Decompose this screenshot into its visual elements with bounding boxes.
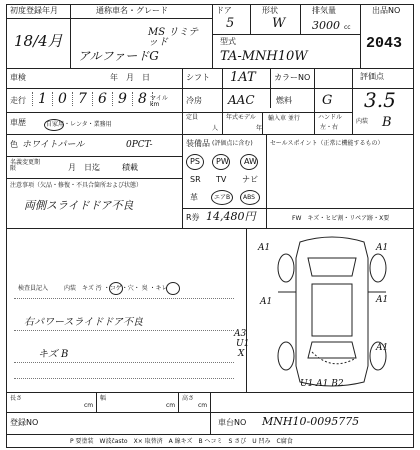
sales-label: セールスポイント（正常に機能するもの） <box>270 140 384 147</box>
type-value: TA-MNH10W <box>220 49 308 64</box>
loading-label: 積載 <box>122 163 138 172</box>
equipment-sub: (評価点に含む) <box>212 140 253 147</box>
checklist-odor-circle <box>166 282 180 295</box>
doors-value: 5 <box>226 16 235 31</box>
import-label: 輸入車 並行 <box>268 115 300 122</box>
notes-title: 注意事項（欠品・修復・不具合箇所および状態） <box>10 182 143 189</box>
ac-value: AAC <box>228 93 255 107</box>
shape-label: 形状 <box>262 6 278 15</box>
mark-front-left: A1 <box>258 243 271 253</box>
lot-number: 2043 <box>366 35 403 52</box>
footer-legend: P 要塗装 W波často X× 取替済 A 線キズ B ヘコミ S さび U 凹み C腐食 <box>70 438 293 445</box>
equip-aw-circle <box>240 154 258 170</box>
interior-value: B <box>382 115 392 130</box>
height-label: 高さ <box>182 395 195 402</box>
handle-label: ハンドル <box>318 114 343 121</box>
inspector-label: 検査員記入 <box>18 285 49 292</box>
history-private-circle <box>44 119 64 131</box>
capacity-unit: 人 <box>212 125 219 132</box>
equip-pw-circle <box>212 154 230 170</box>
width-label: 幅 <box>100 395 107 402</box>
color-value: ホワイトパール <box>22 140 85 150</box>
mark-front-right: A1 <box>376 243 389 253</box>
notes-legend: FW キズ・ヒビ割・リペア跡・X要 <box>292 215 390 222</box>
mileage-digit: 9 <box>112 92 132 106</box>
shaken-label: 車検 <box>10 73 26 82</box>
width-unit: cm <box>166 402 176 409</box>
car-name: アルファードG <box>78 49 159 63</box>
length-unit: cm <box>84 402 94 409</box>
notes-line1: 両側スライドドア不良 <box>24 199 134 212</box>
mileage-unit: マイル km <box>150 95 168 108</box>
color-label: 色 <box>10 140 18 149</box>
inspector-note2: キズ B <box>38 349 69 360</box>
shaken-unit: 年 月 日 <box>110 73 150 82</box>
history-label: 車歴 <box>10 118 26 127</box>
mileage-digits <box>32 92 153 106</box>
inspector-checklist: 内装 キズ 汚 ・コゲ・穴・ 臭 ・キレ <box>64 285 168 292</box>
mileage-digit: 7 <box>72 92 92 106</box>
fuel-value: G <box>322 93 333 108</box>
chassis-label: 車台NO <box>218 418 247 427</box>
displacement-label: 排気量 <box>312 6 336 15</box>
first-reg-label: 初度登録年月 <box>10 6 58 15</box>
reg-date: 18/4月 <box>14 32 63 50</box>
recycle-value: 14,480円 <box>206 210 256 223</box>
inspector-note1: 右パワースライドドア不良 <box>24 317 143 328</box>
height-unit: cm <box>198 402 208 409</box>
shift-label: シフト <box>186 73 210 82</box>
interior-label: 内装 <box>356 118 369 125</box>
year-model-unit: 年 <box>256 125 263 132</box>
score-value: 3.5 <box>364 88 396 112</box>
equip-aw: AW <box>244 157 257 166</box>
mileage-digit: 0 <box>52 92 72 106</box>
equip-abs: ABS <box>243 194 255 201</box>
history-options: 自家用・レンタ・業務用 <box>46 121 112 128</box>
capacity-label: 定員 <box>186 114 199 121</box>
type-label: 型式 <box>220 37 236 46</box>
mark-bottom: U1 A1 B2 <box>300 379 344 389</box>
doors-label: ドア <box>216 6 232 15</box>
grade: MS リミテッド <box>148 27 199 48</box>
lot-label: 出品NO <box>372 6 401 15</box>
registration-label: 登録NO <box>10 418 39 427</box>
equip-tv: TV <box>216 175 227 184</box>
equip-airbag-circle <box>211 190 233 205</box>
equip-pw: PW <box>216 157 229 166</box>
chassis-value: MNH10-0095775 <box>262 415 360 428</box>
mark-rear-left2: U1 <box>236 339 250 349</box>
equip-ps: PS <box>190 157 200 166</box>
mark-rear-right: A1 <box>376 343 389 353</box>
change-unit: 月 日迄 <box>68 163 100 172</box>
recycle-label: R券 <box>186 213 200 222</box>
color-sub: 0PCT- <box>126 140 153 150</box>
model-grade-label: 通称車名・グレード <box>96 6 168 15</box>
shift-value: 1AT <box>230 70 256 85</box>
color-no-label: カラーNO <box>274 73 311 82</box>
equip-navi: ナビ <box>242 175 258 184</box>
length-label: 長さ <box>10 395 23 402</box>
equip-leather: 革 <box>190 193 198 202</box>
equip-ps-circle <box>186 154 204 170</box>
year-model-label: 年式モデル <box>226 114 256 121</box>
displacement-unit: cc <box>344 24 351 31</box>
mileage-label: 走行 <box>10 96 26 105</box>
mark-mid-left: A1 <box>260 297 273 307</box>
mileage-digit: 1 <box>32 92 52 106</box>
mark-rear-left3: X <box>238 349 245 359</box>
handle-value: 左・右 <box>320 124 339 131</box>
equip-sr: SR <box>190 175 201 184</box>
shape-value: W <box>272 16 286 31</box>
mark-mid-right: A1 <box>376 295 389 305</box>
equipment-label: 装備品 <box>186 139 210 148</box>
score-label: 評価点 <box>360 72 384 81</box>
ac-label: 冷房 <box>186 96 202 105</box>
equip-abs-circle <box>240 190 260 205</box>
checklist-stain-circle <box>109 282 123 295</box>
car-diagram <box>252 232 412 392</box>
change-label: 名義変更期限 <box>10 159 41 172</box>
fuel-label: 燃料 <box>276 96 292 105</box>
mileage-digit: 6 <box>92 92 112 106</box>
equip-airbag: エアB <box>214 194 231 201</box>
displacement-value: 3000 <box>312 19 340 32</box>
mark-rear-left1: A3 <box>234 329 247 339</box>
mileage-digit: 8 <box>132 92 153 106</box>
